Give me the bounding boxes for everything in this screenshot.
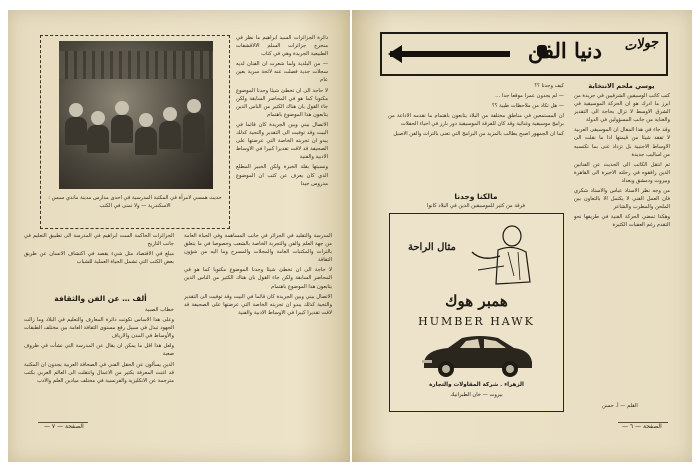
right-page xyxy=(352,10,692,462)
man-figure-icon xyxy=(468,222,538,300)
humber-hawk-advert xyxy=(389,213,564,412)
ad-address: بيروت — خان الطبرانيك xyxy=(450,392,503,398)
adult-figure xyxy=(187,99,201,113)
column-subhead: مالكنا وجدنا xyxy=(454,192,498,201)
child-figure xyxy=(139,113,153,127)
paragraph: وعلى هذا الاساس تكونت دائرة المعارف والتعليم في البلاد وما زالت الجهود تبذل في سبيل رفع مستوى الثقافة العامة بين مختلف الطبقات والأوساط في المدن والارياف xyxy=(24,317,174,340)
child-figure xyxy=(135,127,157,155)
paragraph: مبلغ في الاقتصاد مثل شيء يقصد في اكتشاف الانسان عن طريق بعض الكتب التي تشمل الحياة العملية للشباب xyxy=(24,251,174,266)
adult-figure xyxy=(183,113,205,153)
child-figure xyxy=(69,103,83,117)
column-right-bottom xyxy=(184,232,332,418)
paragraph: الاتصال بيني وبين الجريدة كان قائما في البيت وقد توفيت الى التقدير والتحية كذلك يبدو ان تجربته الخاصة التي عرضتها على الصحيفة قد لاقت تقديرا كبيرا في الاوساط الادبية والفنية xyxy=(236,121,328,161)
paragraph: كيف وجدنا ؟؟ xyxy=(534,83,564,89)
page-number: الصفحة — ٦ — xyxy=(622,423,662,430)
paragraph: ولعل هذا اقل ما يمكن ان يقال عن المدرسة التي نشأت في ظروف صعبة xyxy=(24,343,174,358)
paragraph: المدرسة والتقليد في الجزائر في جانب المساهمة وفي الحياة العامة من جهة العلم والفن والتجربة الخاصة بالشعب وخصوصا في ما يتعلق بالتراث والمكتبات العامة والمجلات والمسرح وما اليه من شؤون الثقافة xyxy=(184,233,332,264)
child-figure xyxy=(115,101,129,115)
ad-brand-arabic: همبر هوك xyxy=(445,292,508,310)
paragraph: الذين يسألون عن الحقل الفني في الصحافة العربية يجدون ان المكتبة قد اغنت المعرفة بكثير من الاعمال وانتقلت الى العالم العربي بكتب مترجمة عن الانكليزية والفرنسية في مختلف ميادين العلم والادب xyxy=(24,361,174,384)
paragraph: — هل تكاد من ملاحظات طيبة ؟؟ xyxy=(491,103,564,110)
ad-slogan: مثال الراحة xyxy=(408,242,456,253)
paragraph: لا حاجة الى ان تخطئ شيئا وجدنا الموضوع مكتوبا كما هو في المحاضر السابقة ولكن جاء القول بان هناك الكثير من الناس الذين يتابعون هذا الموضوع باهتمام xyxy=(236,87,328,118)
magazine-spread xyxy=(8,10,692,462)
paragraph: — لم يجدون عمرا موقعا جدا … xyxy=(495,93,564,100)
photo-caption: حديث همسي لامرأة في المكتبة المدرسية في احدى مدارس مدينة ماندي سبس : الاسكندرية — ولا تمنى في الكتب xyxy=(48,195,222,209)
ad-brand-english: HUMBER HAWK xyxy=(418,315,535,328)
arrow-graphic xyxy=(390,51,510,57)
column-left-mid xyxy=(24,232,174,292)
column-heading: يوسي ملحم الانتخابة xyxy=(588,82,655,90)
masthead xyxy=(380,32,668,76)
paragraph: ونسبتها بقلة الخبرة ولكن الخبير المطلع الذي كان يعرف عن كثب ان الموضوع مدروس جيدا xyxy=(236,164,328,187)
page-number: الصفحة — ٧ — xyxy=(44,423,84,430)
car-icon xyxy=(418,332,536,380)
column-left-top xyxy=(388,82,564,190)
paragraph: من وجه نظر الاستاذ عباس والاستاذ شكري فان العمل الفني لا يكتمل الا بالتعاون بين الملحن والمطرب والشاعر xyxy=(574,188,670,211)
paragraph: — من البلدية ولما شعرت ان الفنان لديه سجلات جدية فصلت عنه لائحة سرية بعين عام xyxy=(236,61,328,84)
masthead-script: جولات xyxy=(622,34,659,55)
paragraph: كتب كاتب الوسيقين الشرقيين في جريدة من ابرز ما ادرك هو ان الحركة الموسيقية في الشرق الاوسط لا تزال بحاجة الى التقدير والعناية من جانب المسؤولين في الدولة xyxy=(574,93,670,124)
child-figure xyxy=(163,107,177,121)
child-figure xyxy=(159,121,181,149)
paragraph: الجزائرات الحاكمة الست ابراهيم في المدرسة الى تطبيق التعليم في جانب التاريخ xyxy=(24,233,174,248)
child-figure xyxy=(65,117,87,145)
column-tail: فرقة من كثير للموسيقين الذين في البلاد كانوا xyxy=(427,203,525,209)
left-page xyxy=(8,10,350,462)
child-figure xyxy=(91,111,105,125)
paragraph: وقد جاء في هذا المقال ان الموسيقى العربية لا تفقد شيئا من قيمتها اذا ما نقلت الى الاوساط الاجنبية بل تزداد غنى بما تكتسبه من اساليب جديدة xyxy=(574,127,670,158)
paragraph: لا حاجة الى ان تخطئ شيئا وجدنا الموضوع مكتوبا كما هو في المحاضر السابقة ولكن جاء القول بان هناك الكثير من الناس الذين يتابعون هذا الموضوع باهتمام xyxy=(184,267,332,290)
paragraph: ثم انتقل الكاتب الى الحديث عن الفنانين الذين رافقوه في رحلته الاخيرة الى القاهرة وبيروت ودمشق وبغداد xyxy=(574,161,670,184)
section-subhead: ألف … عن الفن والثقافة xyxy=(54,294,147,303)
column-right xyxy=(574,92,670,422)
section-title: دنيا الفن xyxy=(527,38,602,63)
ad-dealer: الزهراء . شركة المقاولات والتجارة xyxy=(429,382,524,388)
paragraph: كما ان الجمهور اصبح يطالب بالمزيد من البرامج التي تعنى بالتراث والفن الاصيل xyxy=(393,131,564,138)
library-photo xyxy=(59,41,213,189)
column-left-bottom xyxy=(24,306,174,418)
paragraph: ان المستمعين في مناطق مختلفة من البلاد يتابعون باهتمام ما تقدمه الاذاعة من برامج موسيقية وغنائية وقد كان للفرقة الموسيقية دور بارز في احياء الحفلات xyxy=(388,113,564,128)
paragraph: وهكذا تمضي الحركة الفنية في طريقها نحو التقدم رغم العقبات الكثيرة xyxy=(574,214,670,229)
child-figure xyxy=(87,125,109,153)
paragraph: الاتصال بيني وبين الجريدة كان قائما في البيت وقد توفيت الى التقدير والتحية كذلك يبدو ان تجربته الخاصة التي عرضتها على الصحيفة قد لاقت تقديرا كبيرا في الاوساط الادبية والفنية xyxy=(184,293,332,316)
signoff: القلم — أ. حسن xyxy=(602,403,638,409)
paragraph: دائرة الجزائرات السيد ابراهيم ما نظر في منحرج جزائرات السلم الالاقشفات الطبيعية الجريدة وهي في كتاب xyxy=(236,35,328,58)
column-right-top xyxy=(236,34,328,230)
child-figure xyxy=(111,115,133,143)
bookshelf xyxy=(59,51,213,79)
photo-frame xyxy=(40,35,230,229)
paragraph: خطاب الصبية xyxy=(144,307,174,313)
